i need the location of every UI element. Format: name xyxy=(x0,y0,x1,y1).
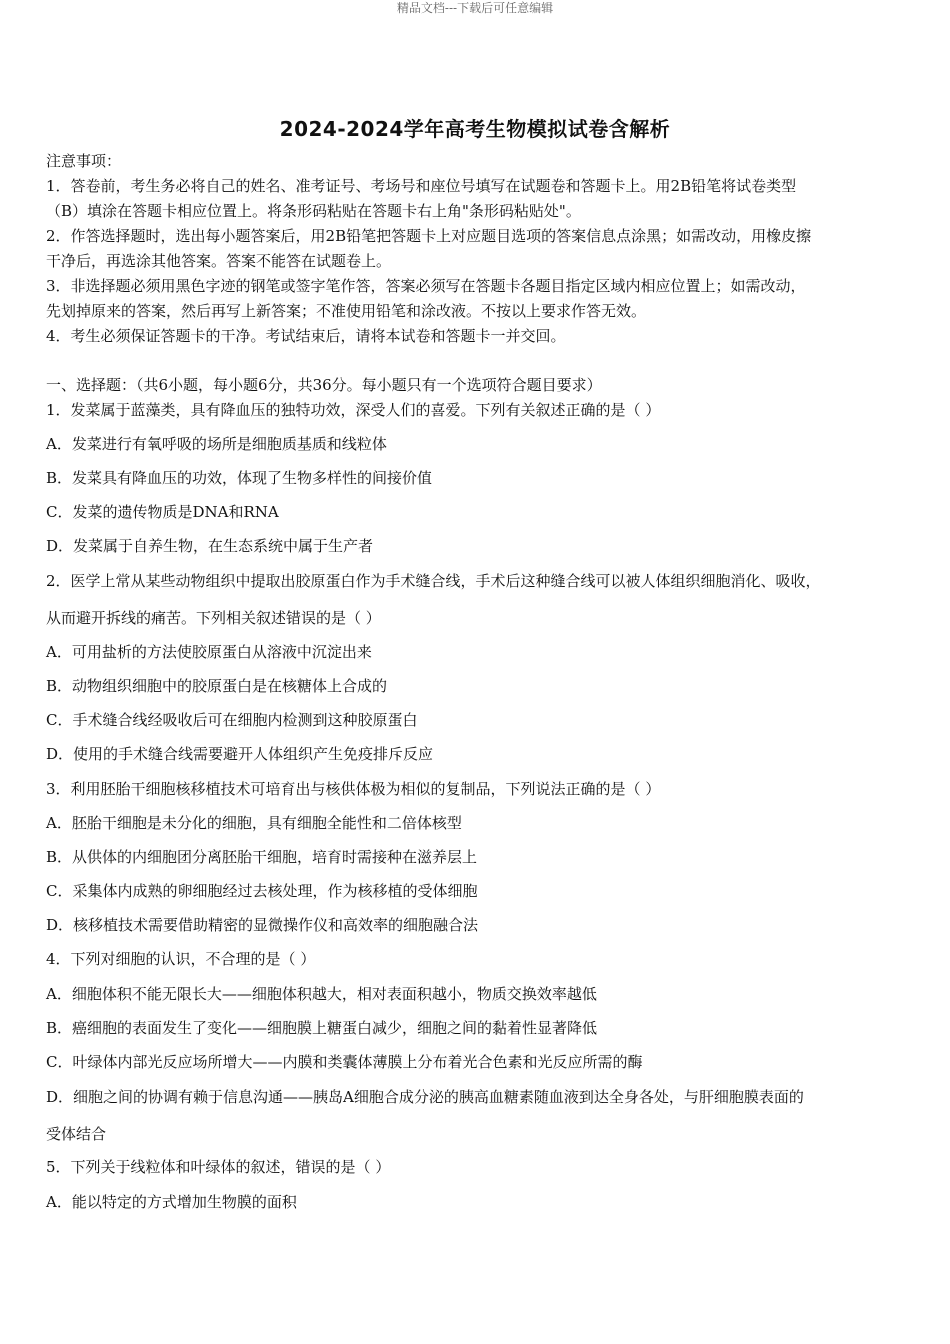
page-header: 精品文档---下载后可任意编辑 xyxy=(396,1,554,15)
question-stem: 2．医学上常从某些动物组织中提取出胶原蛋白作为手术缝合线，手术后这种缝合线可以被人体组织细胞消化、吸收， xyxy=(46,572,821,590)
question-option: C．手术缝合线经吸收后可在细胞内检测到这种胶原蛋白 xyxy=(46,711,418,729)
question-option: B．动物组织细胞中的胶原蛋白是在核糖体上合成的 xyxy=(46,677,388,695)
question-option: D．发菜属于自养生物，在生态系统中属于生产者 xyxy=(46,537,374,555)
notice-line: 4．考生必须保证答题卡的干净。考试结束后，请将本试卷和答题卡一并交回。 xyxy=(46,327,566,345)
question-option: A．可用盐析的方法使胶原蛋白从溶液中沉淀出来 xyxy=(46,643,372,661)
question-option: B．癌细胞的表面发生了变化——细胞膜上糖蛋白减少，细胞之间的黏着性显著降低 xyxy=(46,1019,598,1037)
question-stem: 从而避开拆线的痛苦。下列相关叙述错误的是（ ） xyxy=(46,609,381,627)
notice-line: （B）填涂在答题卡相应位置上。将条形码粘贴在答题卡右上角"条形码粘贴处"。 xyxy=(46,202,581,220)
question-option: 受体结合 xyxy=(46,1125,107,1143)
question-stem: 1．发菜属于蓝藻类，具有降血压的独特功效，深受人们的喜爱。下列有关叙述正确的是（ ） xyxy=(46,401,661,419)
question-option: A．胚胎干细胞是未分化的细胞，具有细胞全能性和二倍体核型 xyxy=(46,814,462,832)
notice-line: 1．答卷前，考生务必将自己的姓名、准考证号、考场号和座位号填写在试题卷和答题卡上。用2B铅笔将试卷类型 xyxy=(46,177,797,195)
question-option: C．采集体内成熟的卵细胞经过去核处理，作为核移植的受体细胞 xyxy=(46,882,478,900)
notice-line: 干净后，再选涂其他答案。答案不能答在试题卷上。 xyxy=(46,252,392,270)
section-heading: 一、选择题：（共6小题，每小题6分，共36分。每小题只有一个选项符合题目要求） xyxy=(46,376,602,394)
question-option: C．发菜的遗传物质是DNA和RNA xyxy=(46,503,279,521)
question-option: A．能以特定的方式增加生物膜的面积 xyxy=(46,1193,297,1211)
notice-heading: 注意事项： xyxy=(46,152,122,170)
question-option: D．使用的手术缝合线需要避开人体组织产生免疫排斥反应 xyxy=(46,745,434,763)
question-option: A．发菜进行有氧呼吸的场所是细胞质基质和线粒体 xyxy=(46,435,387,453)
notice-line: 3．非选择题必须用黑色字迹的钢笔或签字笔作答，答案必须写在答题卡各题目指定区域内相应位置上；如需改动， xyxy=(46,277,806,295)
question-option: C．叶绿体内部光反应场所增大——内膜和类囊体薄膜上分布着光合色素和光反应所需的酶 xyxy=(46,1053,643,1071)
question-option: B．发菜具有降血压的功效，体现了生物多样性的间接价值 xyxy=(46,469,433,487)
question-stem: 5．下列关于线粒体和叶绿体的叙述，错误的是（ ） xyxy=(46,1158,391,1176)
question-stem: 3．利用胚胎干细胞核移植技术可培育出与核供体极为相似的复制品，下列说法正确的是（ ） xyxy=(46,780,661,798)
question-option: D．细胞之间的协调有赖于信息沟通——胰岛A细胞合成分泌的胰高血糖素随血液到达全身各处，与肝细胞膜表面的 xyxy=(46,1088,804,1106)
question-option: D．核移植技术需要借助精密的显微操作仪和高效率的细胞融合法 xyxy=(46,916,479,934)
question-stem: 4．下列对细胞的认识，不合理的是（ ） xyxy=(46,950,316,968)
question-option: A．细胞体积不能无限长大——细胞体积越大，相对表面积越小，物质交换效率越低 xyxy=(46,985,597,1003)
notice-line: 2．作答选择题时，选出每小题答案后，用2B铅笔把答题卡上对应题目选项的答案信息点涂黑；如需改动，用橡皮擦 xyxy=(46,227,812,245)
question-option: B．从供体的内细胞团分离胚胎干细胞，培育时需接种在滋养层上 xyxy=(46,848,478,866)
page-title: 2024-2024学年高考生物模拟试卷含解析 xyxy=(279,117,671,141)
notice-line: 先划掉原来的答案，然后再写上新答案；不准使用铅笔和涂改液。不按以上要求作答无效。 xyxy=(46,302,647,320)
